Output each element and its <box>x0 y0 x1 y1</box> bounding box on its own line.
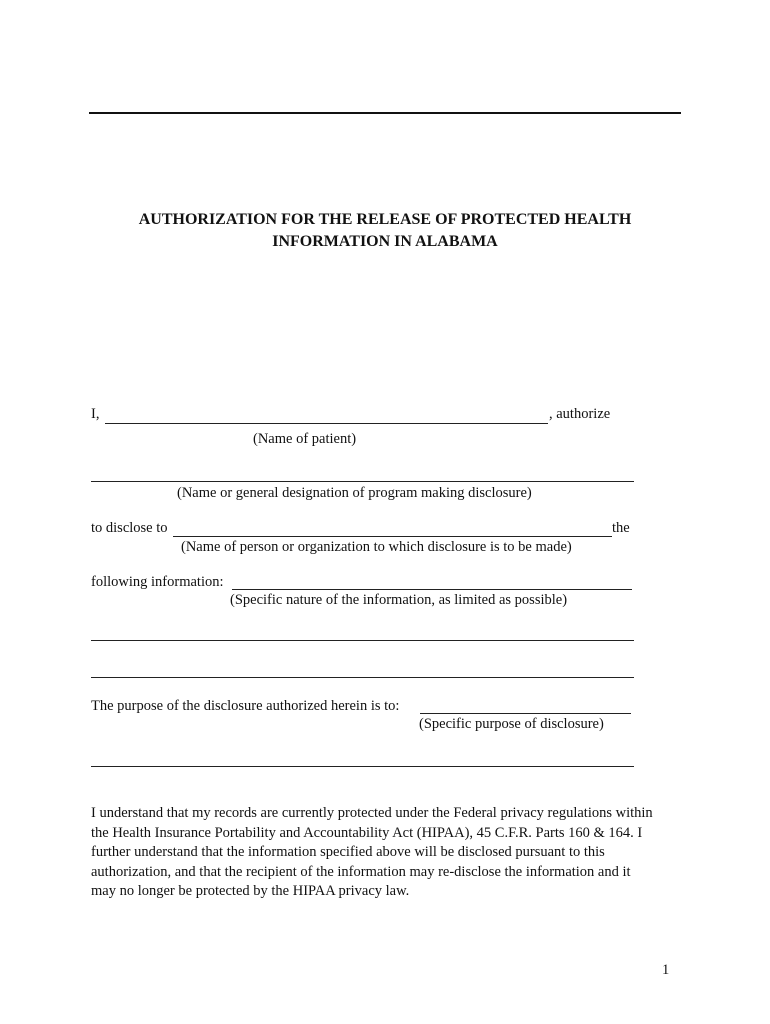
document-title-line-2: INFORMATION IN ALABAMA <box>272 233 498 250</box>
hipaa-acknowledgement-paragraph <box>91 804 681 902</box>
information-caption: (Specific nature of the information, as limited as possible) <box>230 592 568 608</box>
paragraph-line: the Health Insurance Portability and Accountability Act (HIPAA), 45 C.F.R. Parts 160 & 164. I <box>91 824 643 841</box>
document-title-line-1: AUTHORIZATION FOR THE RELEASE OF PROTECTED HEALTH <box>138 211 632 228</box>
program-field[interactable] <box>91 481 634 482</box>
patient-caption: (Name of patient) <box>253 431 357 447</box>
information-field[interactable] <box>232 589 632 590</box>
information-field-line-2[interactable] <box>91 640 634 641</box>
information-prefix: following information: <box>91 574 224 590</box>
information-field-line-3[interactable] <box>91 677 634 678</box>
purpose-prefix: The purpose of the disclosure authorized herein is to: <box>91 698 400 714</box>
page-number: 1 <box>662 962 670 978</box>
recipient-field[interactable] <box>173 536 612 537</box>
recipient-caption: (Name of person or organization to which disclosure is to be made) <box>181 539 572 555</box>
purpose-caption: (Specific purpose of disclosure) <box>419 716 604 732</box>
recipient-prefix: to disclose to <box>91 520 168 536</box>
patient-name-field[interactable] <box>105 423 548 424</box>
paragraph-line: further understand that the information specified above will be disclosed pursuant to this <box>91 844 605 861</box>
recipient-suffix: the <box>612 520 630 536</box>
patient-suffix: , authorize <box>549 406 611 422</box>
purpose-field-line-2[interactable] <box>91 766 634 767</box>
paragraph-line: authorization, and that the recipient of the information may re-disclose the information and it <box>91 863 631 880</box>
paragraph-line: may no longer be protected by the HIPAA privacy law. <box>91 883 410 900</box>
paragraph-line: I understand that my records are currently protected under the Federal privacy regulations within <box>91 805 653 821</box>
purpose-field[interactable] <box>420 713 631 714</box>
patient-prefix: I, <box>91 406 100 422</box>
header-rule <box>89 112 681 114</box>
program-caption: (Name or general designation of program making disclosure) <box>177 485 532 501</box>
